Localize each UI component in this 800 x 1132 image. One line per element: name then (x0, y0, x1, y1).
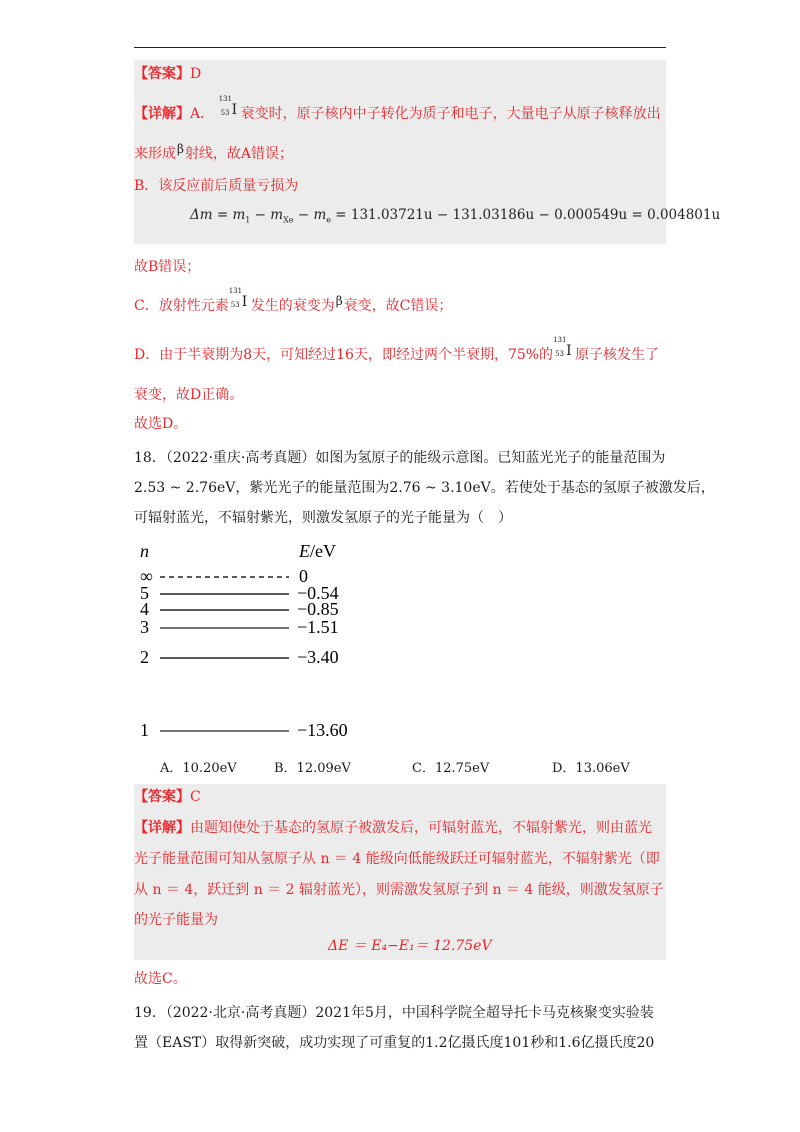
choice-b-text: B．12.09eV (274, 761, 351, 776)
q18-equation (328, 936, 492, 956)
eq-sub-xe: Xe (283, 215, 294, 225)
detail-tag: 【详解】 (134, 106, 190, 122)
option-d-post: 原子核发生了 (575, 347, 660, 363)
q17-detail-d-cont (134, 385, 243, 405)
iodine-131-nuclide (218, 95, 241, 124)
choice-a-text: A．10.20eV (160, 761, 237, 776)
conclusion-text: 故选C。 (134, 971, 187, 987)
q19-stem-line2 (134, 1033, 654, 1053)
n-axis-label: n (140, 541, 149, 561)
beta-symbol: β (335, 294, 343, 308)
level-n-3: 3 (140, 617, 149, 637)
answer-value: D (190, 66, 202, 82)
q17-conclusion (134, 414, 187, 434)
level-n-2: 2 (140, 647, 149, 667)
level-4 (140, 599, 339, 619)
q18-answer (134, 787, 201, 807)
q17-detail-d (134, 336, 660, 365)
q17-detail-a-cont (134, 144, 293, 164)
choice-c[interactable] (412, 757, 489, 776)
q18-detail-4 (134, 910, 218, 930)
option-a-text: 衰变时，原子核内中子转化为质子和电子，大量电子从原子核释放出 (240, 106, 661, 122)
energy-axis-label: E/eV (299, 541, 336, 561)
detail-text-1: 由题知使处于基态的氢原子被激发后，可辐射蓝光，不辐射紫光，则由蓝光 (190, 820, 652, 836)
eq-sub-e: e (326, 215, 331, 225)
choice-d-text: D．13.06eV (552, 761, 630, 776)
eq-m1: m (232, 207, 246, 223)
detail-text-4: 的光子能量为 (134, 912, 218, 928)
nuclide-symbol: I (231, 102, 238, 118)
answer-value: C (190, 789, 201, 805)
choice-b[interactable] (274, 757, 351, 776)
option-d-line2: 衰变，故D正确。 (134, 387, 244, 403)
level-3 (140, 617, 339, 637)
level-energy-5: −0.54 (297, 583, 339, 603)
q18-stem-line2 (134, 478, 715, 498)
q17-detail-a (134, 95, 661, 124)
q18-detail-1 (134, 818, 652, 838)
detail-text-3: 从 n ＝ 4，跃迁到 n ＝ 2 辐射蓝光），则需激发氢原子到 n ＝ 4 能级，则激发氢原子 (134, 882, 664, 898)
nuclide-atomic: 53 (220, 109, 230, 117)
energy-level-diagram (134, 535, 394, 745)
level-n-5: 5 (140, 583, 149, 603)
nuclide-mass: 131 (218, 95, 232, 103)
answer-tag: 【答案】 (134, 66, 190, 82)
mass-defect-equation: $\Delta m = m_1 - m_{Xe} - m_e = 131.03721u - 131.03186u - 0.000549u = 0.004801u$ (190, 207, 721, 225)
q18-text-2: 2.53 ~ 2.76eV，紫光光子的能量范围为2.76 ~ 3.10eV。若使处于基态的氢原子被激发后， (134, 480, 715, 496)
level-n-4: 4 (140, 599, 149, 619)
eq-values: = 131.03721u − 131.03186u − 0.000549u = 0.004801u (335, 207, 721, 223)
nuclide-mass: 131 (553, 336, 567, 344)
option-a-text2-post: 射线，故A错误； (184, 146, 294, 162)
q17-detail-c (134, 287, 453, 316)
q18-text-1: 18．（2022·重庆·高考真题）如图为氢原子的能级示意图。已知蓝光光子的能量范围为 (134, 450, 666, 466)
q17-detail-b (134, 176, 298, 196)
nuclide-symbol: I (241, 294, 248, 310)
iodine-131-nuclide (228, 287, 251, 316)
level-1 (140, 720, 348, 740)
q18-conclusion (134, 969, 187, 989)
choice-d[interactable] (552, 757, 630, 776)
energy-equation: ΔE ＝ E₄−E₁＝ 12.75eV (328, 938, 492, 954)
level-n-inf: ∞ (140, 566, 153, 586)
level-energy-1: −13.60 (297, 720, 348, 740)
level-energy-4: −0.85 (297, 599, 339, 619)
q17-answer (134, 64, 201, 84)
option-c-mid: 发生的衰变为 (250, 298, 335, 314)
option-a-prefix: A． (190, 106, 215, 122)
q19-stem-line1 (134, 1003, 654, 1023)
level-inf (140, 566, 308, 586)
level-energy-3: −1.51 (297, 617, 339, 637)
nuclide-atomic: 53 (230, 301, 240, 309)
q19-text-2: 置（EAST）取得新突破，成功实现了可重复的1.2亿摄氏度101秒和1.6亿摄氏度20 (134, 1035, 655, 1051)
detail-tag: 【详解】 (134, 820, 190, 836)
q18-detail-2 (134, 849, 660, 869)
answer-block-q18 (134, 784, 666, 960)
nuclide-mass: 131 (228, 287, 243, 295)
level-2 (140, 647, 339, 667)
option-b-text: B．该反应前后质量亏损为 (134, 178, 299, 194)
beta-symbol: β (177, 142, 184, 156)
q18-stem-line1 (134, 448, 665, 468)
q17-b-wrong (134, 257, 200, 277)
q19-text-1: 19．（2022·北京·高考真题）2021年5月，中国科学院全超导托卡马克核聚变实验装 (134, 1005, 654, 1021)
choice-a[interactable] (160, 757, 237, 776)
detail-text-2: 光子能量范围可知从氢原子从 n ＝ 4 能级向低能级跃迁可辐射蓝光，不辐射紫光（即 (134, 851, 660, 867)
eq-sub-1: 1 (245, 215, 251, 225)
choice-c-text: C．12.75eV (412, 761, 490, 776)
answer-tag: 【答案】 (134, 789, 190, 805)
conclusion-text: 故选D。 (134, 416, 188, 432)
eq-delta-m: Δm (190, 207, 213, 223)
iodine-131-nuclide (553, 336, 575, 365)
option-c-pre: C．放射性元素 (134, 298, 229, 314)
q18-stem-line3 (134, 508, 512, 528)
level-energy-inf: 0 (299, 566, 308, 586)
level-energy-2: −3.40 (297, 647, 339, 667)
q18-detail-3 (134, 880, 664, 900)
nuclide-symbol: I (566, 343, 572, 359)
header-rule (134, 47, 666, 48)
q18-text-3: 可辐射蓝光，不辐射紫光，则激发氢原子的光子能量为（ ） (134, 510, 512, 526)
option-d-pre: D．由于半衰期为8天，可知经过16天，即经过两个半衰期，75%的 (134, 347, 554, 363)
level-n-1: 1 (140, 720, 149, 740)
option-b-wrong: 故B错误； (134, 259, 201, 275)
option-a-text2-pre: 来形成 (134, 146, 176, 162)
nuclide-atomic: 53 (555, 350, 564, 358)
option-c-post: 衰变，故C错误； (343, 298, 453, 314)
